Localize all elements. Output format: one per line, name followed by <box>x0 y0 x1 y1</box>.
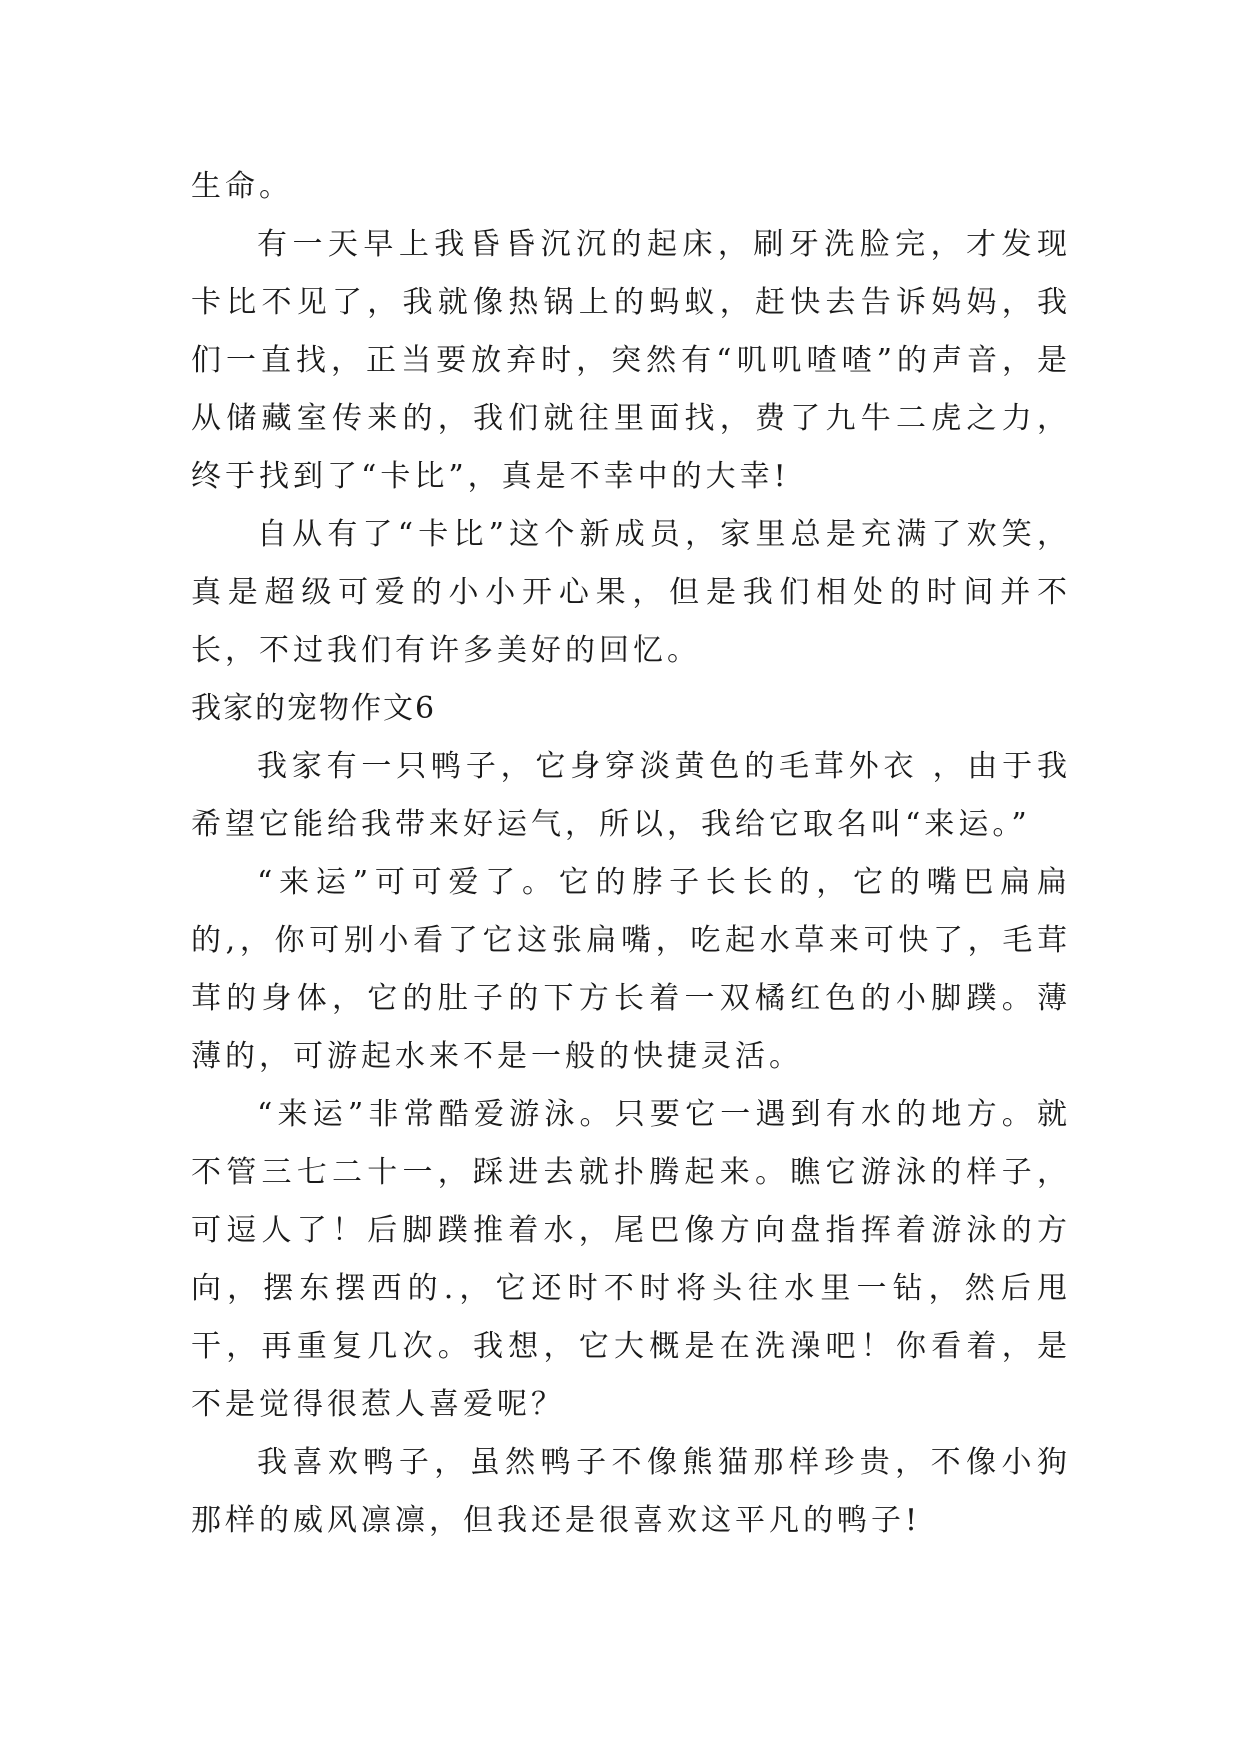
paragraph-1: 生命。 <box>191 169 293 204</box>
section-paragraph-3: “来运”非常酷爱游泳。只要它一遇到有水的地方。就不管三七二十一，踩进去就扑腾起来。瞧它游泳的样子，可逗人了！后脚蹼推着水，尾巴像方向盘指挥着游泳的方向，摆东摆西的.，它还时不时将头往水里一钻，然后甩干，再重复几次。我想，它大概是在洗澡吧！你看着，是不是觉得很惹人喜爱呢？ <box>191 1097 1071 1422</box>
section-paragraph-4: 我喜欢鸭子，虽然鸭子不像熊猫那样珍贵，不像小狗那样的威风凛凛，但我还是很喜欢这平凡的鸭子! <box>191 1445 1071 1538</box>
paragraph-2: 有一天早上我昏昏沉沉的起床，刷牙洗脸完，才发现卡比不见了，我就像热锅上的蚂蚁，赶快去告诉妈妈，我们一直找，正当要放弃时，突然有“叽叽喳喳”的声音，是从储藏室传来的，我们就往里面找，费了九牛二虎之力，终于找到了“卡比”，真是不幸中的大幸! <box>191 227 1071 494</box>
section-paragraph-2: “来运”可可爱了。它的脖子长长的，它的嘴巴扁扁的,，你可别小看了它这张扁嘴，吃起水草来可快了，毛茸茸的身体，它的肚子的下方长着一双橘红色的小脚蹼。薄薄的，可游起水来不是一般的快捷灵活。 <box>191 865 1071 1074</box>
section-paragraph-1: 我家有一只鸭子，它身穿淡黄色的毛茸外衣 ，由于我希望它能给我带来好运气，所以，我给它取名叫“来运。” <box>191 749 1071 842</box>
document-body <box>191 158 1071 1550</box>
section-title: 我家的宠物作文6 <box>191 691 437 726</box>
paragraph-3: 自从有了“卡比”这个新成员，家里总是充满了欢笑，真是超级可爱的小小开心果，但是我们相处的时间并不长，不过我们有许多美好的回忆。 <box>191 517 1071 668</box>
